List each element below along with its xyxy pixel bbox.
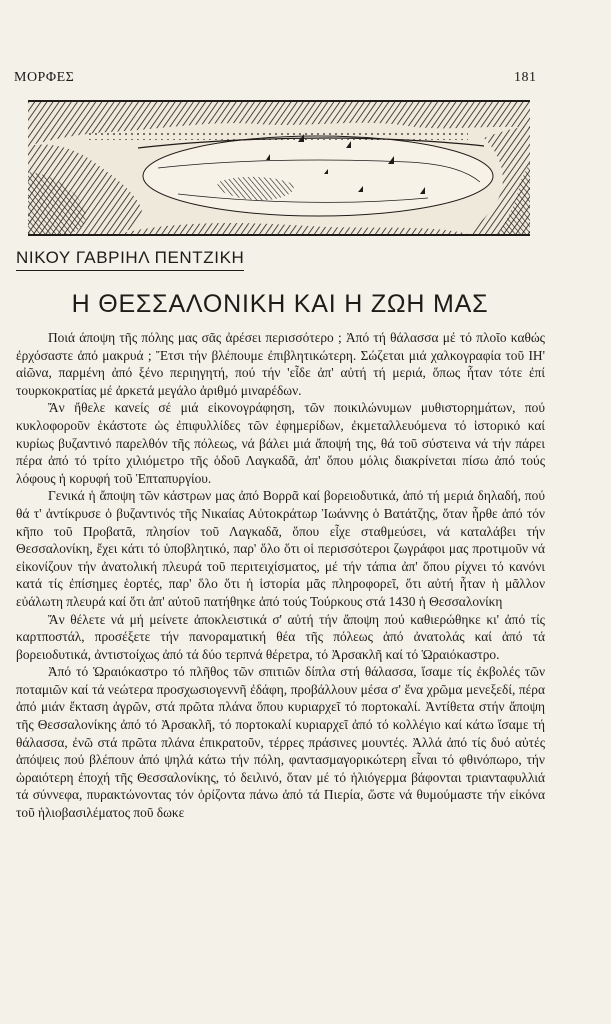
paragraph: Ἄν ἤθελε κανείς σέ μιά εἰκονογράφηση, τῶν ποικιλώνυμων μυθιστορημάτων, πού κυκλοφοροῦν ἑκάστοτε ὡς ἐπιφυλλίδες τῶν ἐφημερίδων, ἐκμεταλλευόμενα τό ἱστορικό καί κυρίως βυζαντινό παρελθόν τῆς πόλεως, νά βάλει μιά ἄποψή της, θά τοῦ σύστεινα νά τήν πάρει πέρα ἀπό τό τρίτο χιλιόμετρο τῆς ὁδοῦ Λαγκαδᾶ, ἀπ' ὅπου μόλις διακρίνεται πίσω ἀπό τούς λόφους ἡ κορυφή τοῦ Ἑπταπυργίου. xyxy=(16,400,545,486)
paragraph: Ποιά άποψη τῆς πόλης μας σᾶς ἀρέσει περισσότερο ; Ἀπό τή θάλασσα μέ τό πλοῖο καθώς ἐρχόσαστε ἀπό μακρυά ; Ἔτσι τήν βλέπουμε ἐπιβλητικώτερη. Σώζεται μιά χαλκογραφία τοῦ ΙΗ' αἰῶνα, παρμένη ἀπό ξένο περιηγητή, πού τήν 'εἶδε ἀπ' αὐτή τή μεριά, ὅπως ἦταν τότε ἐπί τουρκοκρατίας μέ ἀρκετά μεγάλο ἀριθμό μιναρέδων. xyxy=(16,330,545,398)
page-number: 181 xyxy=(514,70,537,85)
article-body xyxy=(16,329,545,822)
journal-name: ΜΟΡΦΕΣ xyxy=(14,70,75,85)
harbor-engraving-drawing xyxy=(28,102,530,234)
author-name: ΝΙΚΟΥ ΓΑΒΡΙΗΛ ΠΕΝΤΖΙΚΗ xyxy=(16,248,244,271)
paragraph: Γενικά ἡ ἄποψη τῶν κάστρων μας ἀπό Βορρᾶ καί βορειοδυτικά, ἀπό τή μεριά δηλαδή, πού θά τ' ἀντίκρυσε ὁ βυζαντινός τῆς Νικαίας Αὐτοκράτωρ Ἰωάννης ὁ Βατάτζης, ὅταν ἦρθε ἀπό τόν κῆπο τοῦ Προβατᾶ, πλησίον τοῦ Λαγκαδᾶ, ὅπου εἶχε σταθμεύσει, νά καταλάβει τήν Θεσσαλονίκη, ἔχει κάτι τό ὑποβλητικό, παρ' ὅλο ὅτι οἱ περισσότεροι ζωγράφοι μας προτιμοῦν νά εἰκονίζουν τήν ἀνατολική πλευρά τοῦ περιτειχίσματος, μέ τήν τάπια ἀπ' ὅπου ρίχνει τό κανόνι κατά τίς ἐπίσημες ἑορτές, παρ' ὅλο ὅτι ἡ ἱστορία μᾶς πληροφορεῖ, ὅτι αὐτή ἦταν ἡ μᾶλλον εὐάλωτη πλευρά καί ὅτι ἀπ' αὐτοῦ πατήθηκε ἀπό τούς Τούρκους στά 1430 ἡ Θεσσαλονίκη xyxy=(16,488,545,609)
article-title: Η ΘΕΣΣΑΛΟΝΙΚΗ ΚΑΙ Η ΖΩΗ ΜΑΣ xyxy=(71,290,489,318)
harbor-engraving xyxy=(28,100,530,236)
paragraph: Ἄν θέλετε νά μή μείνετε ἀποκλειστικά σ' αὐτή τήν ἄποψη πού καθιερώθηκε κι' ἀπό τίς καρτποστάλ, προσέξετε τήν πανοραματική θέα τῆς πόλεως ἀπό ἀνατολάς καί ἀπό τά βορειοδυτικά, ἀντιστοίχως ἀπό τά δύο τερπνά θέρετρα, τό Ἀρσακλῆ καί τό Ὡραιόκαστρο. xyxy=(16,611,545,662)
paragraph: Ἀπό τό Ὡραιόκαστρο τό πλῆθος τῶν σπιτιῶν δίπλα στή θάλασσα, ἴσαμε τίς ἐκβολές τῶν ποταμιῶν καί τά νεώτερα προσχωσιογεννῆ ἐδάφη, προβάλλουν μέσα σ' ἕνα χρῶμα μενεξεδί, πέρα ἀπό μιάν ἔκταση ἀγρῶν, στά πρῶτα πλάνα ὅπου κυριαρχεῖ τό πορτοκαλί. Ἀντίθετα στήν ἄποψη τῆς Θεσσαλονίκης ἀπό τό Ἀρσακλῆ, τό πορτοκαλί κυριαρχεῖ ἀπό τό κολλέγιο καί κάτω ἴσαμε τή θάλασσα, ἐνῶ στά πρῶτα πλάνα ἐπικρατοῦν, τέρρες πράσινες μουντές. Ἀλλά ἀπό τίς δυό αὐτές ἀπόψεις πού βλέπουν ἀπό ψηλά κάτω τήν πόλη, φαντασμαγορικώτερη εἶναι τό φθινόπωρο, τήν ὡραιότερη ἐποχή τῆς Θεσσαλονίκης, τό δειλινό, ὅταν μέ τό ἡλιόγερμα βάφονται τριανταφυλλιά τά σύννεφα, πυρακτώνοντας τόν ὁρίζοντα πάνω ἀπό τά Πιερία, ὥστε νά θυμούμαστε τήν εἰκόνα τοῦ ἡλιοβασιλέματος ποῦ δωκε xyxy=(16,664,545,821)
